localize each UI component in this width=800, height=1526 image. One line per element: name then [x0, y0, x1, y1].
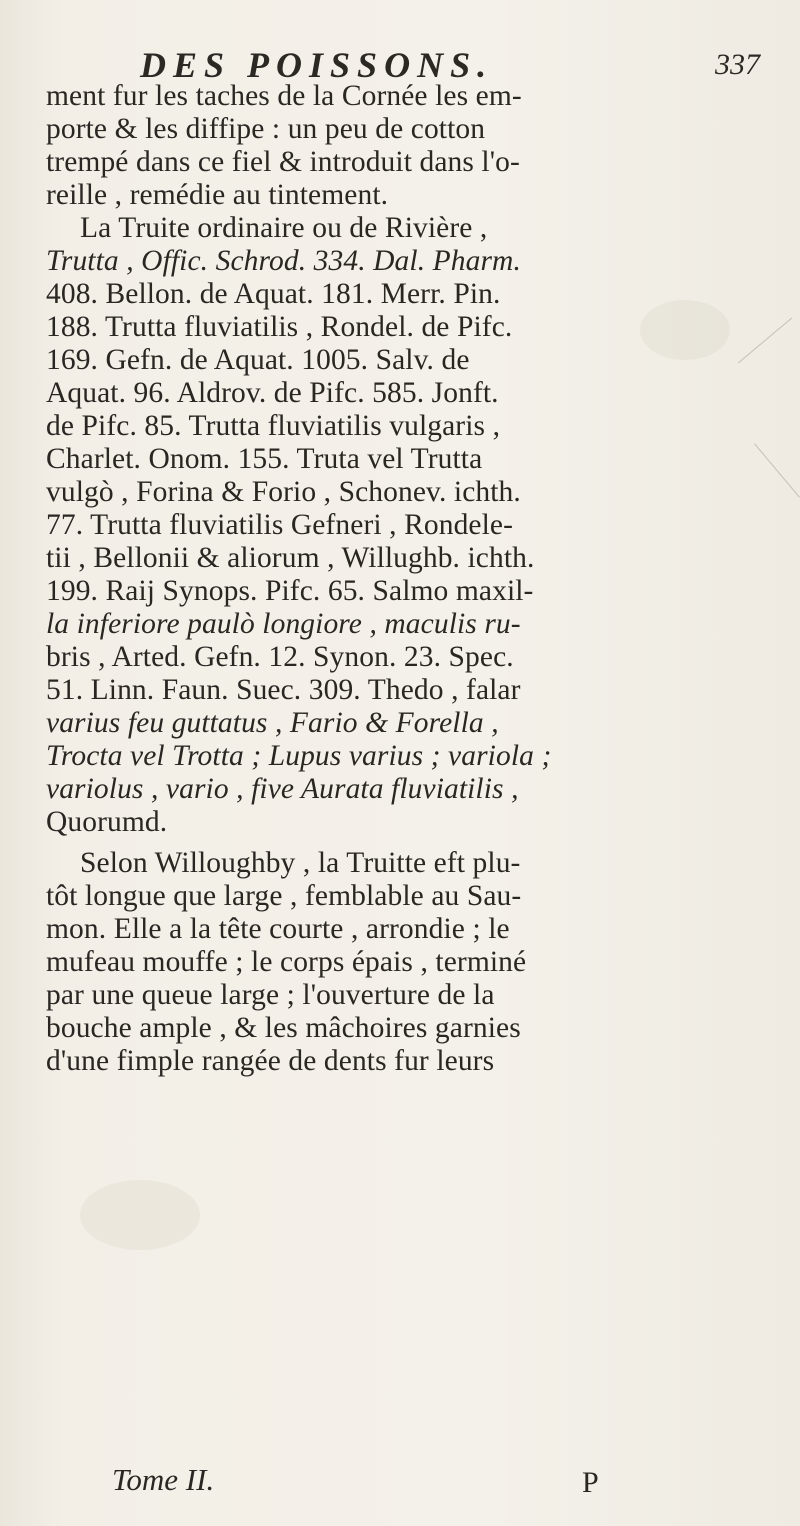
text-line: Quorumd. [46, 806, 168, 838]
text-line: 188. Trutta fluviatilis , Rondel. de Pifc. [46, 311, 513, 343]
text-line: Aquat. 96. Aldrov. de Pifc. 585. Jonft. [46, 377, 499, 409]
text-line: porte & les diffipe : un peu de cotton [46, 113, 486, 145]
text-line: la inferiore paulò longiore , maculis ru- [46, 608, 521, 640]
text-line: bris , Arted. Gefn. 12. Synon. 23. Spec. [46, 641, 514, 673]
text-line: bouche ample , & les mâchoires garnies [46, 1012, 521, 1044]
text-line: Charlet. Onom. 155. Truta vel Trutta [46, 443, 483, 475]
running-title: DES POISSONS. [140, 45, 494, 85]
text-line: 51. Linn. Faun. Suec. 309. Thedo , falar [46, 674, 521, 706]
text-line: Trocta vel Trotta ; Lupus varius ; variola ; [46, 740, 552, 772]
volume-label: Tome II. [112, 1462, 215, 1497]
text-line: 169. Gefn. de Aquat. 1005. Salv. de [46, 344, 470, 376]
text-line: Selon Willoughby , la Truitte eft plu- [80, 847, 521, 879]
text-line: tôt longue que large , femblable au Sau- [46, 880, 522, 912]
page-footer [0, 1462, 800, 1502]
text-line: 199. Raij Synops. Pifc. 65. Salmo maxil- [46, 575, 534, 607]
text-line: mufeau mouffe ; le corps épais , terminé [46, 946, 527, 978]
text-line: d'une fimple rangée de dents fur leurs [46, 1045, 495, 1077]
paragraph-gap [46, 839, 766, 847]
text-line: de Pifc. 85. Trutta fluviatilis vulgaris , [46, 410, 501, 442]
text-line: La Truite ordinaire ou de Rivière , [80, 212, 488, 244]
text-line: variolus , vario , five Aurata fluviatilis , [46, 773, 519, 805]
text-line: par une queue large ; l'ouverture de la [46, 979, 495, 1011]
text-line: tii , Bellonii & aliorum , Willughb. ichth. [46, 542, 535, 574]
text-line: reille , remédie au tintement. [46, 179, 389, 211]
body-text [46, 80, 766, 1078]
text-line: mon. Elle a la tête courte , arrondie ; le [46, 913, 510, 945]
text-line: varius feu guttatus , Fario & Forella , [46, 707, 499, 739]
text-line: vulgò , Forina & Forio , Schonev. ichth. [46, 476, 521, 508]
text-line: 408. Bellon. de Aquat. 181. Merr. Pin. [46, 278, 501, 310]
text-line: Trutta , Offic. Schrod. 334. Dal. Pharm. [46, 245, 521, 277]
paper-stain [80, 1180, 200, 1250]
page-number: 337 [715, 48, 760, 81]
text-line: trempé dans ce fiel & introduit dans l'o- [46, 146, 520, 178]
signature-mark: P [582, 1466, 599, 1499]
text-line: 77. Trutta fluviatilis Gefneri , Rondele- [46, 509, 514, 541]
text-line: ment fur les taches de la Cornée les em- [46, 80, 522, 112]
